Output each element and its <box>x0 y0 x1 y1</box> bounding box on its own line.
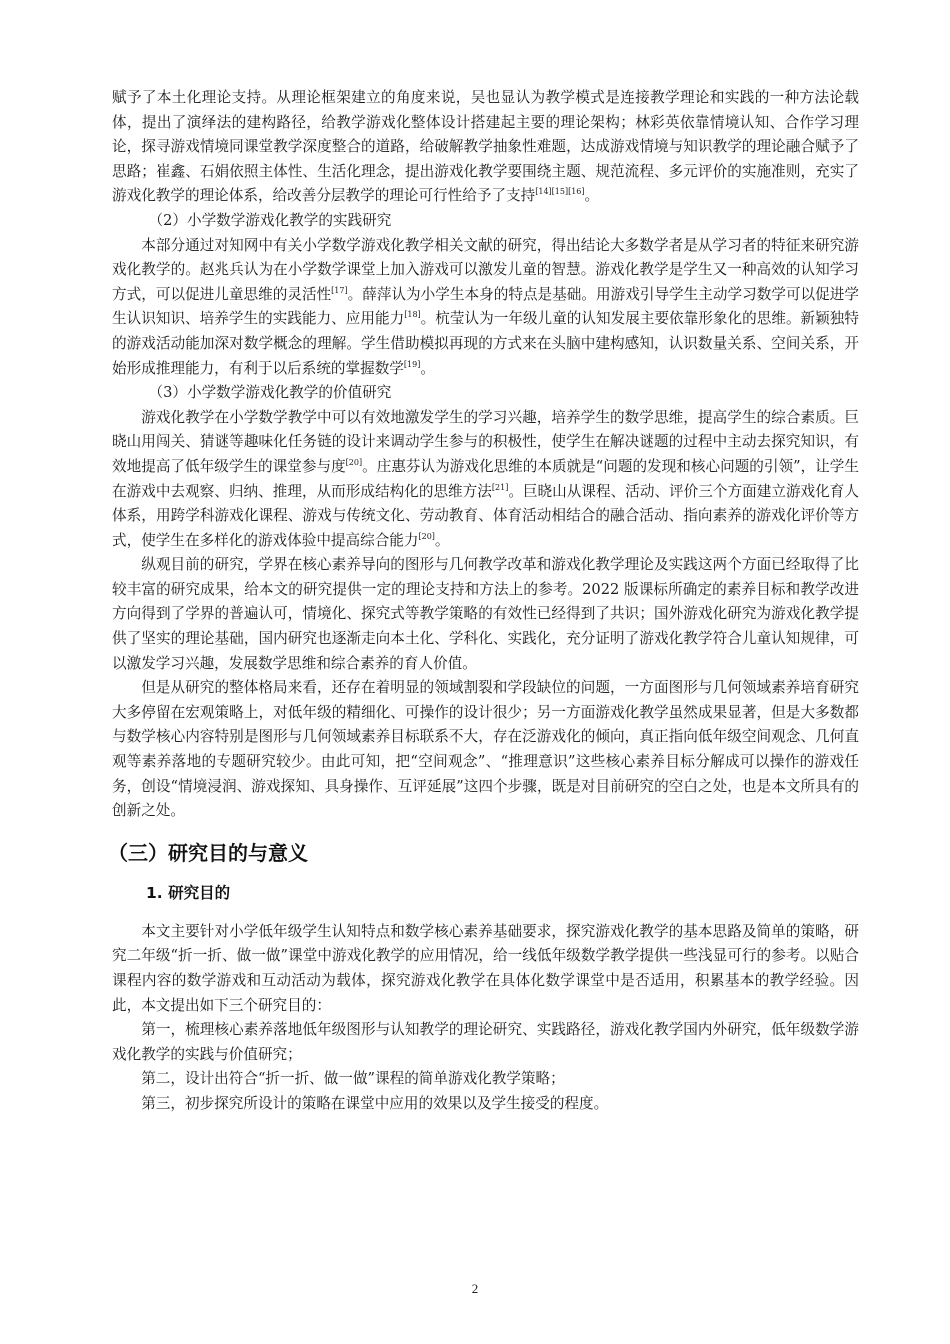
paragraph-theory-support: 赋予了本土化理论支持。从理论框架建立的角度来说，吴也显认为教学模式是连接教学理论和实践的一种方法论载体，提出了演绎法的建构路径，给教学游戏化整体设计搭建起主要的理论架构；林彩英依靠情境认知、合作学习理论，探寻游戏情境同课堂教学深度整合的道路，给破解教学抽象性难题，达成游戏情境与知识教学的理论融合赋予了思路；崔鑫、石娟依照主体性、生活化理念，提出游戏化教学要围绕主题、规范流程、多元评价的实施准则，充实了游戏化教学的理论体系，给改善分层教学的理论可行性给予了支持[14][15][16]。 <box>112 89 859 205</box>
subsection-title-research-purpose: 1. 研究目的 <box>146 883 231 902</box>
citation: [21] <box>491 482 509 492</box>
page-number: 2 <box>471 1281 479 1296</box>
citation: [19] <box>403 359 421 369</box>
paragraph-research-gap: 但是从研究的整体格局来看，还存在着明显的领域割裂和学段缺位的问题，一方面图形与几何领域素养培育研究大多停留在宏观策略上，对低年级的精细化、可操作的设计很少；另一方面游戏化教学虽然成果显著，但是大多数都与数学核心内容特别是图形与几何领域素养目标联系不大，存在泛游戏化的倾向，真正指向低年级空间观念、几何直观等素养落地的专题研究较少。由此可知，把“空间观念”、“推理意识”这些核心素养目标分解成可以操作的游戏任务，创设“情境浸润、游戏探知、具身操作、互评延展”这四个步骤，既是对目前研究的空白之处，也是本文所具有的创新之处。 <box>112 679 859 820</box>
paragraph-practice-research: 本部分通过对知网中有关小学数学游戏化教学相关文献的研究，得出结论大多数学者是从学习者的特征来研究游戏化教学的。赵兆兵认为在小学数学课堂上加入游戏可以激发儿童的智慧。游戏化教学是学生又一种高效的认知学习方式，可以促进儿童思维的灵活性[17]。薛萍认为小学生本身的特点是基础。用游戏引导学生主动学习数学可以促进学生认识知识、培养学生的实践能力、应用能力[18]。杭莹认为一年级儿童的认知发展主要依靠形象化的思维。新颖独特的游戏活动能加深对数学概念的理解。学生借助模拟再现的方式来在头脑中建构感知，认识数量关系、空间关系，开始形成推理能力，有利于以后系统的掌握数学[19]。 <box>112 236 859 377</box>
purpose-item-first: 第一，梳理核心素养落地低年级图形与认知教学的理论研究、实践路径，游戏化教学国内外研究，低年级数学游戏化教学的实践与价值研究； <box>112 1021 859 1063</box>
citation: [17] <box>331 285 348 295</box>
section-title-purpose-significance: （三）研究目的与意义 <box>108 840 308 865</box>
subheading-practice-research: （2）小学数学游戏化教学的实践研究 <box>148 211 392 229</box>
citation: [20] <box>345 457 363 467</box>
purpose-item-third: 第三，初步探究所设计的策略在课堂中应用的效果以及学生接受的程度。 <box>141 1094 609 1112</box>
citation: [20] <box>418 531 435 541</box>
paragraph-value-research: 游戏化教学在小学数学教学中可以有效地激发学生的学习兴趣，培养学生的数学思维，提高学生的综合素质。巨晓山用闯关、猜谜等趣味化任务链的设计来调动学生参与的积极性，使学生在解决谜题的过程中主动去探究知识，有效地提高了低年级学生的课堂参与度[20]。庄惠芬认为游戏化思维的本质就是“问题的发现和核心问题的引领”，让学生在游戏中去观察、归纳、推理，从而形成结构化的思维方法[21]。巨晓山从课程、活动、评价三个方面建立游戏化育人体系，用跨学科游戏化课程、游戏与传统文化、劳动教育、体育活动相结合的融合活动、指向素养的游戏化评价等方式，使学生在多样化的游戏体验中提高综合能力[20]。 <box>112 408 859 549</box>
paragraph-purpose-intro: 本文主要针对小学低年级学生认知特点和数学核心素养基础要求，探究游戏化教学的基本思路及简单的策略，研究二年级“折一折、做一做”课堂中游戏化教学的应用情况，给一线低年级数学教学提供一些浅显可行的参考。以贴合课程内容的数学游戏和互动活动为载体，探究游戏化教学在具体化数学课堂中是否适用，积累基本的教学经验。因此，本文提出如下三个研究目的： <box>112 922 859 1014</box>
page-body <box>108 86 859 1117</box>
citation: [14][15][16] <box>535 187 585 197</box>
paragraph-research-summary: 纵观目前的研究，学界在核心素养导向的图形与几何教学改革和游戏化教学理论及实践这两个方面已经取得了比较丰富的研究成果，给本文的研究提供一定的理论支持和方法上的参考。2022 版课标所确定的素养目标和教学改进方向得到了学界的普遍认可，情境化、探究式等教学策略的有效性已经得到了共识；国外游戏化研究为游戏化教学提供了坚实的理论基础，国内研究也逐渐走向本土化、学科化、实践化，充分证明了游戏化教学符合儿童认知规律，可以激发学习兴趣，发展数学思维和综合素养的育人价值。 <box>112 556 859 672</box>
subheading-value-research: （3）小学数学游戏化教学的价值研究 <box>148 384 392 402</box>
citation: [18] <box>404 310 421 320</box>
purpose-item-second: 第二，设计出符合“折一折、做一做”课程的简单游戏化教学策略； <box>141 1070 565 1088</box>
